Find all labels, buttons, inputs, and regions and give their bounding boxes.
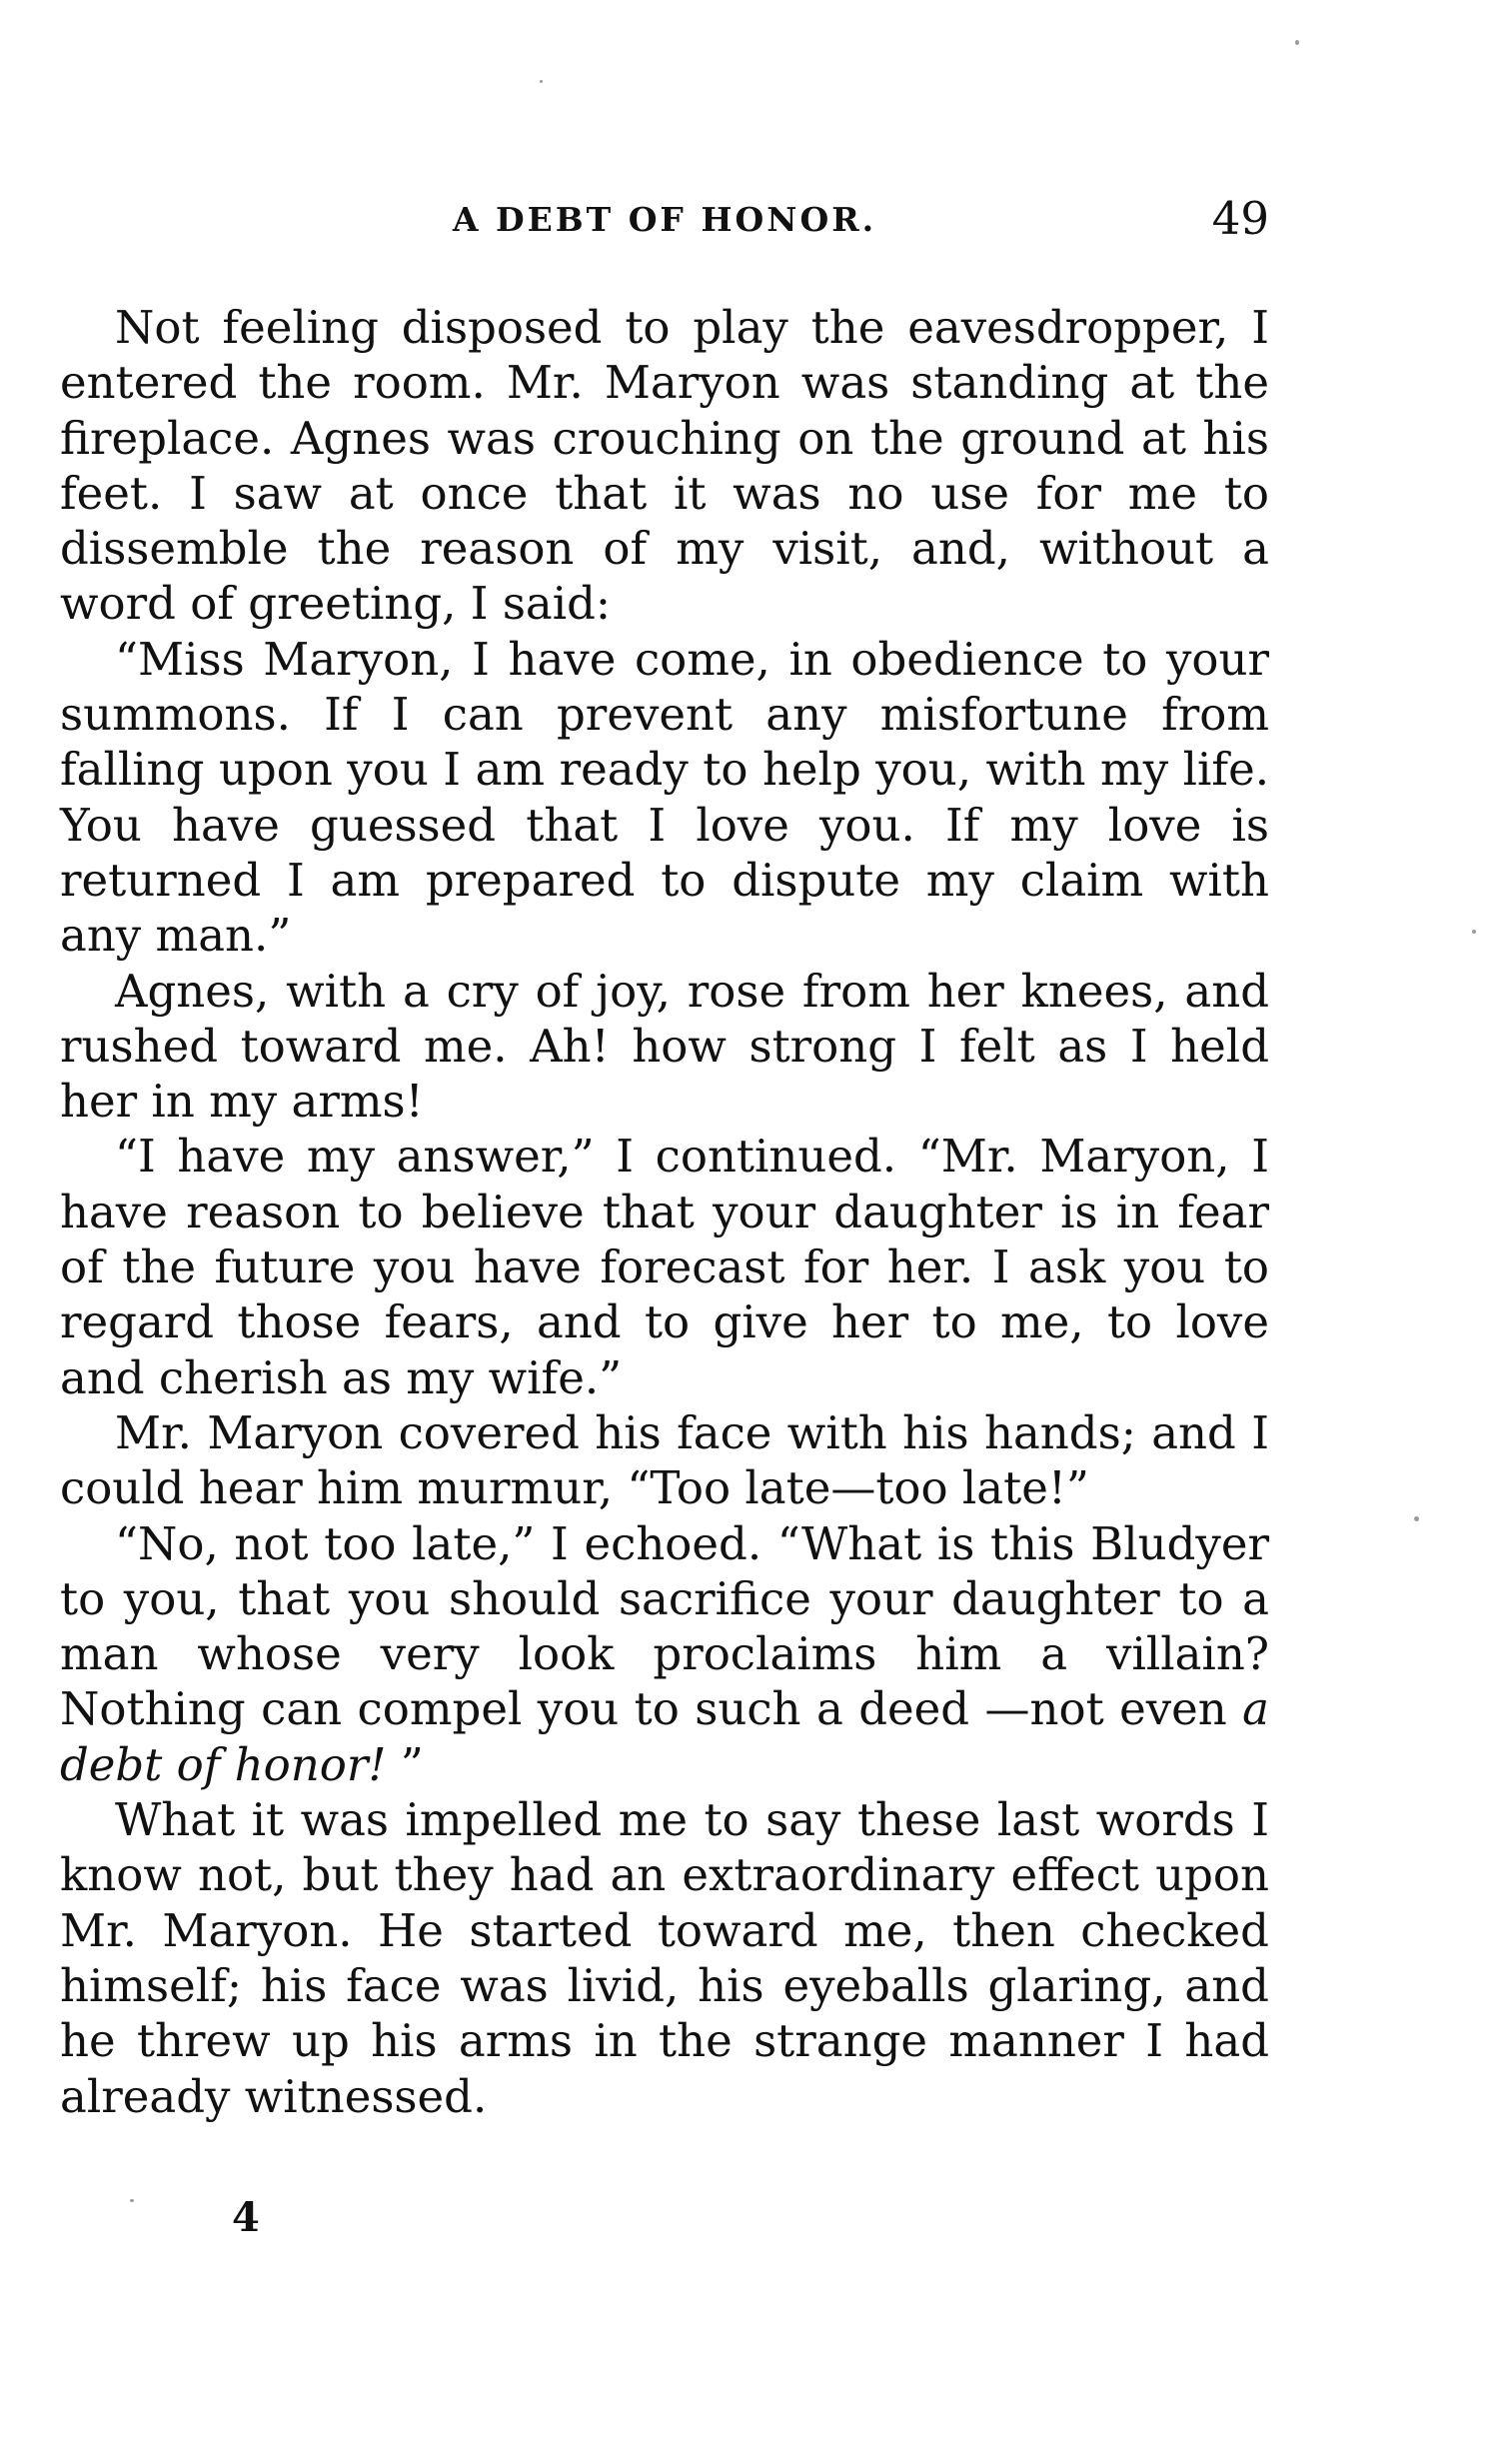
paragraph-1: Not feeling disposed to play the eavesdropper, I entered the room. Mr. Maryon was standing at the fireplace. Agnes was crouching on the ground at his feet. I saw at once that it was no use for me to dissemble the reason of my visit, and, without a word of greeting, I said: bbox=[60, 301, 1269, 631]
paragraph-6 bbox=[60, 1516, 1269, 1792]
signature-mark: 4 bbox=[232, 2194, 260, 2241]
body-text bbox=[60, 300, 1269, 2124]
page-number: 49 bbox=[1211, 192, 1269, 245]
paper-speck bbox=[1472, 930, 1476, 934]
paper-speck bbox=[1414, 1516, 1419, 1521]
paragraph-2: “Miss Maryon, I have come, in obedience to your summons. If I can prevent any misfortune from falling upon you I am ready to help you, with my life. You have guessed that I love you. If my love is returned I am prepared to dispute my claim with any man.” bbox=[60, 632, 1269, 963]
paper-speck bbox=[540, 80, 543, 83]
paragraph-6-closing-quote: ” bbox=[386, 1737, 424, 1791]
running-title: A DEBT OF HONOR. bbox=[452, 200, 877, 239]
paragraph-3: Agnes, with a cry of joy, rose from her knees, and rushed toward me. Ah! how strong I felt as I held her in my arms! bbox=[60, 964, 1269, 1129]
paper-speck bbox=[130, 2199, 134, 2202]
paragraph-6-emphasis: a debt of honor! bbox=[60, 1682, 1269, 1791]
paper-speck bbox=[1295, 40, 1299, 45]
paragraph-6-text: “No, not too late,” I echoed. “What is this Bludyer to you, that you should sacrifice your daughter to a man whose very look proclaims him a villain? Nothing can compel you to such a deed —not even bbox=[60, 1516, 1269, 1736]
paragraph-4: “I have my answer,” I continued. “Mr. Maryon, I have reason to believe that your daughter is in fear of the future you have forecast for her. I ask you to regard those fears, and to give her to me, to love and cherish as my wife.” bbox=[60, 1130, 1269, 1404]
paragraph-7: What it was impelled me to say these last words I know not, but they had an extraordinary effect upon Mr. Maryon. He started toward me, then checked himself; his face was livid, his eyeballs glaring, and he threw up his arms in the strange manner I had already witnessed. bbox=[60, 1793, 1269, 2123]
paragraph-5: Mr. Maryon covered his face with his hands; and I could hear him murmur, “Too late—too late!” bbox=[60, 1405, 1269, 1515]
running-head bbox=[60, 192, 1269, 252]
